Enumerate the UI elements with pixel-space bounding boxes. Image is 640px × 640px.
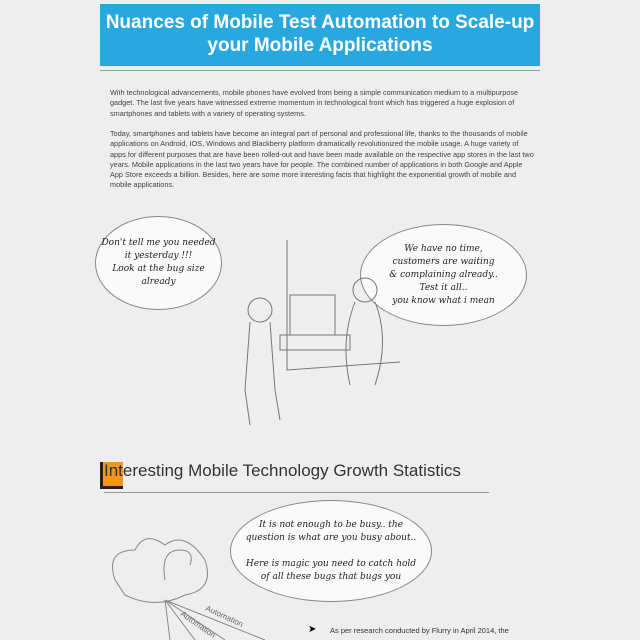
divider [100,70,540,71]
cartoon-illustration [230,240,430,430]
stat-text: As per research conducted by Flurry in April 2014, the [330,626,509,635]
automation-label: Automation [178,609,218,640]
title-banner [100,4,540,66]
section-heading: Interesting Mobile Technology Growth Statistics [104,461,461,480]
magic-swan-illustration [105,520,275,640]
automation-label: Automation [204,603,245,629]
intro-paragraph-1: With technological advancements, mobile phones have evolved from being a simple communication medium to a multipurpose gadget. The last five years have witnessed extreme momentum in technological front which has triggered a huge explosion of smartphones and tablets with a variety of operating systems. [110,88,519,118]
speech-bubble-left: Don't tell me you needed it yesterday !!! Look at the bug size already [95,216,222,310]
page-title: Nuances of Mobile Test Automation to Scale-up your Mobile Applications [105,12,535,56]
section-divider [104,492,489,493]
intro-paragraph-2: Today, smartphones and tablets have become an integral part of personal and professional life, thanks to the thousands of mobile applications on Android, IOS, Windows and Blackberry platform dramatically revolutionized the mobile usage. A huge variety of apps for different purposes that are have been rolled-out and have been made available on the respective app stores in the last two years. Mobile applications in the last two years have for people. The combined number of applications in both Google and Apple App Store exceeds a billion. Besides, here are some more interesting facts that highlight the exponential growth of mobile and mobile applications. [110,129,534,190]
speech-bubble-right: We have no time, customers are waiting & complaining already.. Test it all.. you know what i mean [360,224,527,326]
speech-bubble-magic: It is not enough to be busy.. the question is what are you busy about.. Here is magic you need to catch hold of all these bugs that bugs you [230,500,432,602]
arrow-icon: ➤ [308,624,317,635]
